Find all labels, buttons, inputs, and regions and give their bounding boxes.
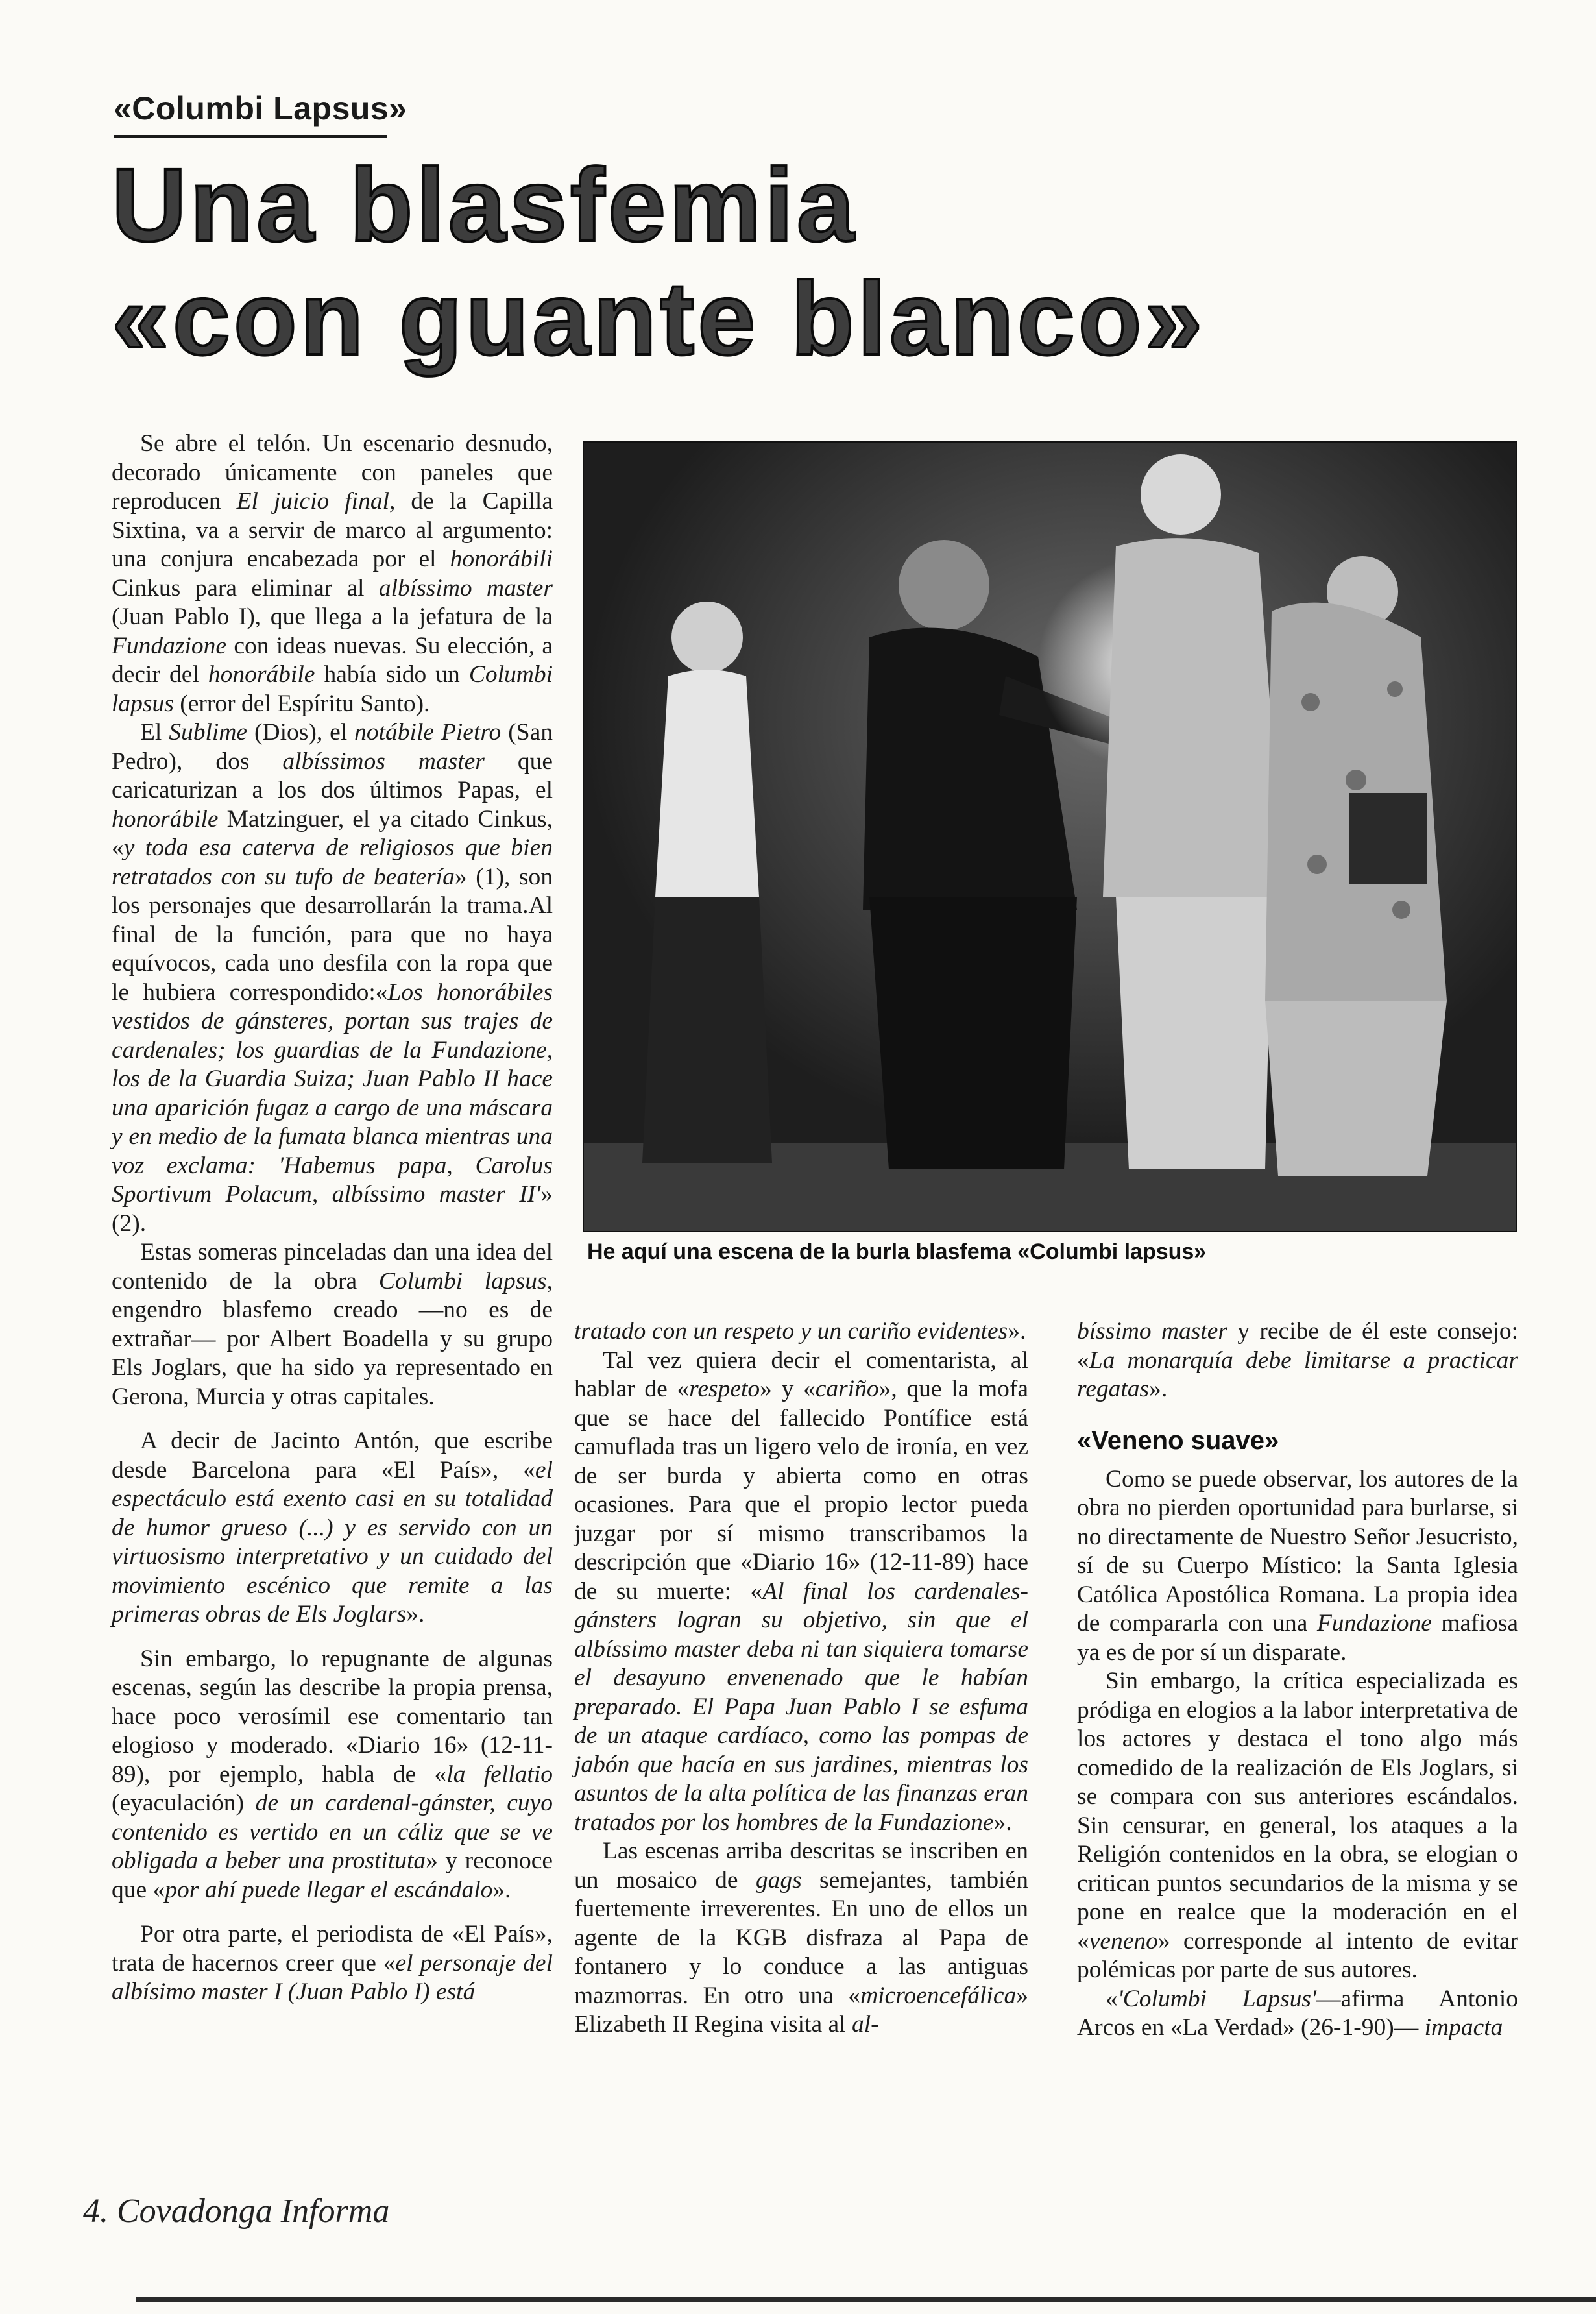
photo-caption: He aquí una escena de la burla blasfema «Columbi lapsus»: [587, 1239, 1207, 1264]
italic-phrase: respeto: [689, 1376, 760, 1402]
kicker-rule: [114, 135, 387, 138]
paragraph: Como se puede observar, los autores de la obra no pierden oportunidad para burlarse, si no directamente de Nuestro Señor Jesucristo, sí de su Cuerpo Místico: la Santa Iglesia Católica Apostólica Romana. La propia idea de compararla con una Fundazione mafiosa ya es de por sí un disparate.: [1077, 1465, 1518, 1666]
section-subhead: «Veneno suave»: [1077, 1426, 1279, 1455]
headline: [112, 148, 1205, 375]
article-column-2: [574, 1317, 1028, 2040]
article-column-3: [1077, 1317, 1518, 2043]
italic-phrase: honorábili: [450, 546, 553, 572]
paragraph: A decir de Jacinto Antón, que escribe desde Barcelona para «El País», «el espectáculo está exento casi en su totalidad de humor grueso (...) y es servido con un virtuosismo interpretativo y un cuidado del movimiento escénico que remite a las primeras obras de Els Joglars».: [112, 1428, 553, 1627]
italic-phrase: impacta: [1424, 2014, 1503, 2041]
italic-phrase: el personaje del albísimo master I (Juan Pablo I) está: [112, 1949, 553, 2005]
italic-phrase: gags: [755, 1866, 802, 1894]
paragraph: «'Columbi Lapsus'—afirma Antonio Arcos en «La Verdad» (26-1-90)— impacta: [1077, 1985, 1518, 2041]
italic-phrase: cariño: [815, 1376, 879, 1402]
paragraph: Tal vez quiera decir el comentarista, al hablar de «respeto» y «cariño», que la mofa que se hace del fallecido Pontífice está camuflada tras un ligero velo de ironía, en vez de ser burda y abierta como en otras ocasiones. Para que el propio lector pueda juzgar por sí mismo transcribamos la descripción que «Diario 16» (12-11-89) hace de su muerte: «Al final los cardenales- gánsters logran su objetivo, sin que el albíssimo master deba ni tan siquiera tomarse el desayuno envenenado que le habían preparado. El Papa Juan Pablo I se esfuma de un ataque cardíaco, como las pompas de jabón que hacía en sus jardines, mientras los asuntos de la alta política de las finanzas eran tratados por los hombres de la Fundazione».: [574, 1346, 1029, 1836]
figure-woman-right: [1265, 556, 1447, 1176]
headline-line-1: Una blasfemia: [112, 147, 858, 263]
paragraph: tratado con un respeto y un cariño evidentes».: [574, 1318, 1026, 1345]
italic-phrase: de un cardenal-gánster, cuyo contenido es vertido en un cáliz que se ve obligada a beber una prostituta: [112, 1790, 553, 1874]
italic-phrase: bíssimo master: [1077, 1318, 1228, 1345]
italic-phrase: 'Columbi Lapsus': [1117, 1985, 1317, 2012]
italic-phrase: notábile Pietro: [354, 719, 502, 746]
stage-scene-photo: [583, 441, 1517, 1232]
italic-phrase: Los honorábiles vestidos de gánsteres, portan sus trajes de cardenales; los guardias de la Fundazione, los de la Guardia Suiza; Juan Pablo II hace una aparición fugaz a cargo de una máscara y en medio de la fumata blanca mientras una voz exclama: 'Habemus papa, Carolus Sportivum Polacum, albíssimo master II': [112, 979, 553, 1208]
page-footer: 4. Covadonga Informa: [83, 2193, 390, 2230]
italic-phrase: Fundazione: [112, 632, 227, 659]
paragraph: Sin embargo, lo repugnante de algunas escenas, según las describe la propia prensa, hace poco verosímil ese comentario tan elogioso y moderado. «Diario 16» (12-11-89), por ejemplo, habla de «la fellatio (eyaculación) de un cardenal-gánster, cuyo contenido es vertido en un cáliz que se ve obligada a beber una prostituta» y reconoce que «por ahí puede llegar el escándalo».: [112, 1645, 553, 1903]
paragraph: bíssimo master y recibe de él este consejo: «La monarquía debe limitarse a practicar regatas».: [1077, 1318, 1518, 1402]
italic-phrase: albíssimo master: [378, 574, 553, 602]
bottom-rule: [136, 2297, 1596, 2302]
paragraph: Las escenas arriba descritas se inscriben en un mosaico de gags semejantes, también fuertemente irreverentes. En uno de ellos un agente de la KGB disfraza al Papa de fontanero y lo conduce a las antiguas mazmorras. En otro una «microencefálica» Elizabeth II Regina visita al al-: [574, 1838, 1028, 2038]
italic-phrase: tratado con un respeto y un cariño evidentes: [574, 1318, 1008, 1345]
paragraph: Sin embargo, la crítica especializada es pródiga en elogios a la labor interpretativa de los actores y destaca el tono algo más comedido de la realización de Els Joglars, si se compara con sus anteriores escándalos. Sin censurar, en general, los ataques a la Religión contenidos en la obra, se elogian o critican puntos secundarios de la misma y se pone en realce que la moderación en el «veneno» corresponde al intento de evitar polémicas por parte de sus autores.: [1077, 1668, 1518, 1983]
italic-phrase: Columbi lapsus: [112, 661, 553, 717]
italic-phrase: la fellatio: [446, 1760, 553, 1788]
figure-man-light-suit: [1103, 454, 1285, 1169]
italic-phrase: honorábile: [208, 661, 315, 688]
paragraph: El Sublime (Dios), el notábile Pietro (San Pedro), dos albíssimos master que caricaturizan a los dos últimos Papas, el honorábile Matzinguer, el ya citado Cinkus, «y toda esa caterva de religiosos que bien retratados con su tufo de beatería» (1), son los personajes que desarrollarán la trama.Al final de la función, para que no haya equívocos, cada uno desfila con la ropa que le hubiera correspondido:«Los honorábiles vestidos de gánsteres, portan sus trajes de cardenales; los guardias de la Fundazione, los de la Guardia Suiza; Juan Pablo II hace una aparición fugaz a cargo de una máscara y en medio de la fumata blanca mientras una voz exclama: 'Habemus papa, Carolus Sportivum Polacum, albíssimo master II'» (2).: [112, 719, 553, 1237]
italic-phrase: y toda esa caterva de religiosos que bien retratados con su tufo de beatería: [112, 834, 553, 890]
paragraph: Se abre el telón. Un escenario desnudo, decorado únicamente con paneles que reproducen El juicio final, de la Capilla Sixtina, va a servir de marco al argumento: una conjura encabezada por el honorábili Cinkus para eliminar al albíssimo master (Juan Pablo I), que llega a la jefatura de la Fundazione con ideas nuevas. Su elección, a decir del honorábile había sido un Columbi lapsus (error del Espíritu Santo).: [112, 430, 553, 717]
italic-phrase: El juicio final: [236, 488, 389, 515]
italic-phrase: Sublime: [169, 719, 248, 746]
italic-phrase: albíssimos master: [282, 748, 485, 775]
italic-phrase: La monarquía debe limitarse a practicar regatas: [1077, 1346, 1518, 1402]
italic-phrase: Fundazione: [1316, 1610, 1432, 1637]
italic-phrase: microencefálica: [860, 1982, 1017, 2009]
italic-phrase: por ahí puede llegar el escándalo: [165, 1876, 493, 1903]
italic-phrase: veneno: [1089, 1927, 1158, 1955]
italic-phrase: al-: [851, 2011, 879, 2038]
italic-phrase: Columbi lapsus: [378, 1267, 547, 1295]
headline-line-2: «con guante blanco»: [112, 260, 1206, 376]
kicker: «Columbi Lapsus»: [114, 90, 407, 127]
paragraph: Por otra parte, el periodista de «El País», trata de hacernos creer que «el personaje del albísimo master I (Juan Pablo I) está: [112, 1921, 553, 2005]
italic-phrase: el espectáculo está exento casi en su totalidad de humor grueso (...) y es servido con un virtuosismo interpretativo y un cuidado del movimiento escénico que remite a las primeras obras de Els Joglars: [112, 1456, 553, 1627]
italic-phrase: honorábile: [112, 805, 219, 833]
article-column-1: [112, 430, 553, 2007]
italic-phrase: Al final los cardenales- gánsters logran su objetivo, sin que el albíssimo master deba ni tan siquiera tomarse el desayuno envenenado que le habían preparado. El Papa Juan Pablo I se esfuma de un ataque cardíaco, como las pompas de jabón que hacía en sus jardines, mientras los asuntos de la alta política de las finanzas eran tratados por los hombres de la Fundazione: [574, 1577, 1028, 1836]
paragraph: Estas someras pinceladas dan una idea del contenido de la obra Columbi lapsus, engendro blasfemo creado —no es de extrañar— por Albert Boadella y su grupo Els Joglars, que ha sido ya representado en Gerona, Murcia y otras capitales.: [112, 1239, 553, 1410]
